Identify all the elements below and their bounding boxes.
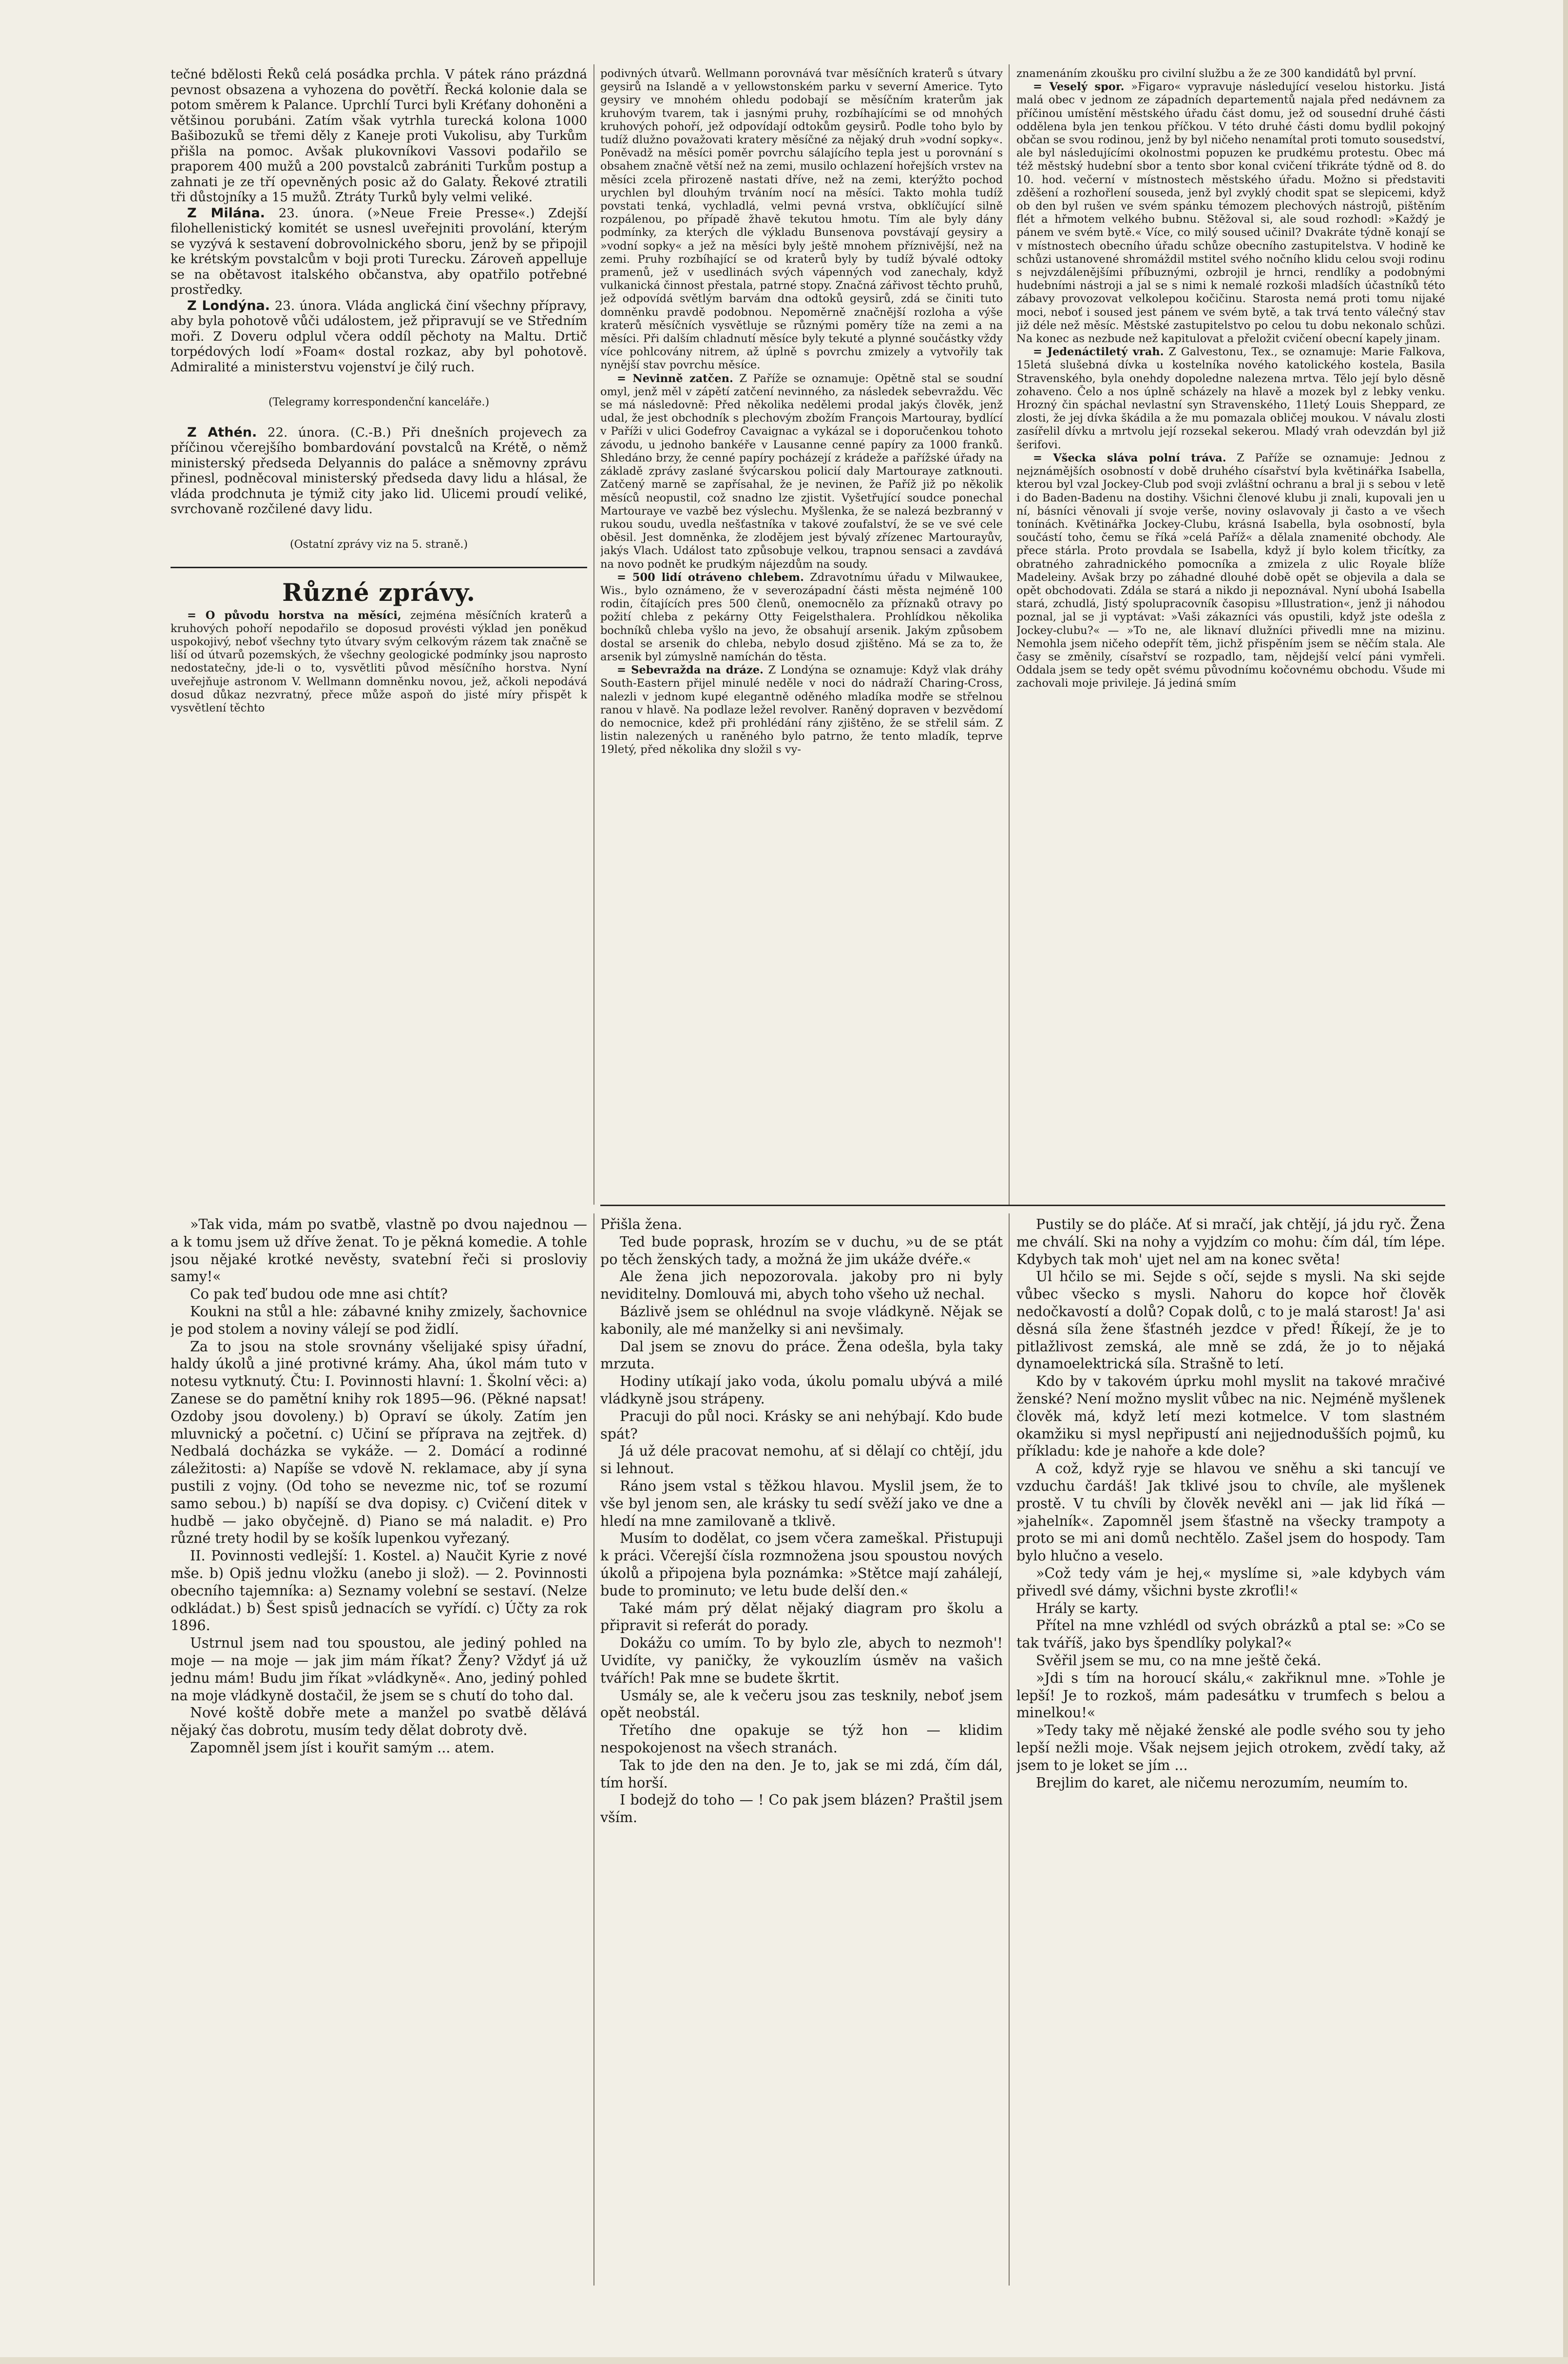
article-paragraph — [171, 206, 587, 298]
article-heading: Z Londýna. — [187, 298, 270, 313]
story-paragraph: »Jdi s tím na horoucí skálu,« zakřiknul mne. »Tohle je lepší! Je to rozkoš, mám padesátku v trumfech s belou a minelkou!« — [1016, 1670, 1445, 1721]
article-paragraph — [1016, 452, 1445, 691]
article-paragraph — [600, 372, 1003, 571]
story-paragraph: Hodiny utíkají jako voda, úkolu pomalu ubývá a milé vládkyně jsou strápeny. — [600, 1373, 1003, 1407]
article-paragraph — [600, 664, 1003, 756]
story-paragraph: Ul hčilo se mi. Sejde s očí, sejde s mysli. Na ski sejde vůbec všecko s mysli. Nahoru do kopce hoř člověk nedočkavostí a dolů? Copak dolů, c to je malá starost! Ja' asi děsná síla žene šťastnéh jezdce v před! Říkejí, že je to pitlažlivost zemská, ale mně se zdá, že jo to nějaká dynamoelektrická síla. Strašně to letí. — [1016, 1268, 1445, 1372]
story-paragraph: Bázlivě jsem se ohlédnul na svoje vládkyně. Nějak se kabonily, ale mé manželky si ani nevšimaly. — [600, 1303, 1003, 1337]
article-paragraph — [1016, 346, 1445, 452]
top-column-3 — [1016, 67, 1445, 1203]
story-paragraph: A což, když ryje se hlavou ve sněhu a ski tancují ve vzduchu čardáš! Jak tklivé jsou to chvíle, ale myšlenek prostě. V tu chvíli by člověk nevěkl ani — jak lid říká — »jahelník«. Zapomněl jsem šťastně na všecky trampoty a proto se mi ani domů nechtělo. Zašel jsem do hospody. Tam bylo hlučno a veselo. — [1016, 1461, 1445, 1564]
article-heading: = Všecka sláva polní tráva. — [1033, 451, 1226, 464]
story-paragraph: Ustrnul jsem nad tou spoustou, ale jediný pohled na moje — na moje — jak jim mám říkat? Ženy? Vždyť já už jednu mám! Budu jim říkat »vládkyně«. Ano, jediný pohled na moje vládkyně dostačil, že jsem se s chutí do toho dal. — [171, 1635, 587, 1704]
article-heading: Z Athén. — [187, 424, 257, 440]
story-paragraph: Zapomněl jsem jíst i kouřit samým ... atem. — [190, 1739, 495, 1756]
story-paragraph: Přítel na mne vzhlédl od svých obrázků a ptal se: »Co se tak tváříš, jako bys špendlíky polykal?« — [1016, 1617, 1445, 1652]
article-text: podivných útvarů. Wellmann porovnává tvar měsíčních kraterů s útvary geysirů na Islandě a v yellowstonském parku v severní Americe. Tyto geysiry ve mnohém ohledu podobají se měsíčním kraterům jak kruhovým tvarem, tak i jasnými pruhy, rozbíhajícími se od mnohých kruhových pohoří, jež odpovídají odtokům geysirů. Podle toho bylo by tudíž dlužno považovati kratery měsíčné za nějaký druh »vodní sopky«. Poněvadž na měsíci poměr povrchu sálajícího tepla jest u porovnání s obsahem značně větší než na zemi, musilo ochlazení hořejších vrstev na měsíci zcela přirozeně nastati dříve, než na zemi, kterýžto pochod urychlen byl dlouhým trváním nocí na měsíci. Takto mohla tudíž povstati tenká, vychladlá, velmi pevná vrstva, obklíčující silně rozpálenou, po případě žhavě tekutou hmotu. Tím ale byly dány podmínky, za kterých dle výkladu Bunsenova povstávají geysiry a »vodní sopky« a jež na měsíci byly ještě mnohem příznivější, než na zemi. Pruhy rozbíhající se od kraterů byly by tudíž bývalé odtoky pramenů, jež v usedlinách svých vápenných vod zanechaly, když vulkanická činnost přestala, patrné stopy. Značná zářivost těchto pruhů, jež odpovídá světlým barvám dna odtoků geysirů, zdá se činiti tuto domněnku pravdě podobnou. Nepoměrně značnější rozloha a výše kraterů měsíčních vysvětluje se různými poměry tíže na zemi a na měsíci. Při dalším chladnutí měsíce byly tekuté a plynné součástky vždy více pohlcovány nitrem, až úplně s povrchu zmizely a vytvořily tak nynější stav povrchu měsíce. — [600, 67, 1003, 372]
article-paragraph — [1016, 67, 1445, 80]
article-text: zejména měsíčních kraterů a kruhových pohoří nepodařilo se doposud provésti výklad jen poněkud uspokojivý, neboť všechny tyto útvary svým celkovým rázem tak značně se liší od útvarů pozemských, že všechny geologické podmínky jsou naprosto nedostatečny, jde-li o to, vysvětliti původ měsíčního horstva. Nyní uveřejňuje astronom V. Wellmann domněnku novou, jež, ačkoli nepodává dosud důkaz nezvratný, přece může aspoň do jisté míry přispět k vysvětlení těchto — [171, 609, 587, 714]
section-divider — [171, 567, 587, 568]
article-heading: = Jedenáctiletý vrah. — [1033, 346, 1164, 359]
story-paragraph: Usmály se, ale k večeru jsou zas tesknily, neboť jsem opět neobstál. — [600, 1687, 1003, 1721]
source-note: (Telegramy korrespondenční kanceláře.) — [268, 396, 490, 408]
top-column-2 — [600, 67, 1003, 1203]
story-paragraph: Dokážu co umím. To by bylo zle, abych to nezmoh'! Uvidíte, vy paničky, že vykouzlím úsměv na vašich tvářích! Pak mne se budete škrtit. — [600, 1635, 1003, 1686]
article-text: Zdravotnímu úřadu v Milwaukee, Wis., bylo oznámeno, že v severozápadní části města nejméně 100 rodin, čítajících pres 500 členů, onemocnělo za příznaků otravy po požití chleba z pekárny Otty Feigelsthalera. Prohlídkou několika bochníků chleba vyšlo na jevo, že obsahují arsenik. Jakým způsobem dostal se arsenik do chleba, nebylo dosud zjištěno. Má se za to, že arsenik byl zúmyslně namíchán do těsta. — [600, 571, 1003, 663]
section-title: Různé zprávy. — [282, 578, 476, 607]
article-text: tečné bdělosti Řeků celá posádka prchla. V pátek ráno prázdná pevnost obsazena a vyhozena do povětří. Řecká kolonie dala se potom směrem k Palance. Uprchlí Turci byli Kréťany dohoněni a většinou porubáni. Zatím však vytrhla turecká kolona 1000 Bašibozuků se třemi děly z Kaneje proti Vukolisu, aby Turkům přišla na pomoc. Avšak plukovníkovi Vassovi podařilo se praporem 400 mužů a 200 povstalců zabrániti Turkům postup a zahnati je ze tří opevněných posic až do Galaty. Řekové ztratili tři důstojníky a 15 mužů. Ztráty Turků byly velmi veliké. — [171, 67, 587, 205]
article-text: 23. února. (»Neue Freie Presse«.) Zdejší filohellenistický komitét se usnesl uveřejniti provolání, kterým se vyzývá k sestavení dobrovolnického sboru, jenž by se připojil ke krétským povstalcům v boji proti Turecku. Zároveň appelluje se na obětavost italského občanstva, aby opatřilo potřebné prostředky. — [171, 206, 587, 297]
story-paragraph: Musím to dodělat, co jsem včera zameškal. Přistupuji k práci. Včerejší čísla rozmnožena jsou spoustou nových úkolů a připojena byla poznámka: »Stětce mají zahálejí, bude to prominuto; ve letu bude delší den.« — [600, 1530, 1003, 1599]
article-text: 22. února. (C.-B.) Při dnešních projevech za příčinou včerejšího bombardování povstalců na Krétě, o němž ministerský předseda Delyannis do paláce a sněmovny zprávu přinesl, podněcoval ministerský předseda davy lidu a hlásal, že vláda prodchnuta je týmiž city jako lid. Ulicemi proudí veliké, svrchovaně rozčilené davy lidu. — [171, 425, 587, 517]
article-text: Z Paříže se oznamuje: Opětně stal se soudní omyl, jenž měl v zápětí zatčení nevinného, za následek sebevraždu. Věc se má následovně: Před několika nedělemi prodal jakýs člověk, jenž udal, že jest obchodník s plechovým zbožím François Martouray, bydlící v Paříži v ulici Godefroy Cavaignac a vykázal se i doporučenkou tohoto závodu, u jednoho bankéře v Lausanne cenné papíry za 1000 franků. Shledáno brzy, že cenné papíry pocházejí z krádeže a pařížské úřady na základě zprávy zaslané švýcarskou policií daly Martouraye zatknouti. Zatčený marně se zapřísahal, že je nevinen, že Paříž již po několik měsíců neopustil, což snadno lze zjistit. Vyšetřující soudce ponechal Martouraye ve vazbě bez výslechu. Myšlenka, že se nalezá bezbranný v rukou soudu, uvedla nešťastníka v takové zoufalství, že se ve své cele oběsil. Jest domněnka, že zlodějem jest bývalý zřízenec Martourayův, jakýs Vlach. Událost tato způsobuje velkou, trapnou sensaci a zavdává na novo podnět ke prudkým nájezdům na soudy. — [600, 372, 1003, 571]
story-paragraph: Za to jsou na stole srovnány všelijaké spisy úřadní, haldy úkolů a jiné protivné krámy. Aha, úkol mám tuto v notesu vytknutý. Čtu: I. Povinnosti hlavní: 1. Školní věci: a) Zanese se do pamětní knihy rok 1895—96. (Pěkné napsat! Ozdoby jsou dovoleny.) b) Opraví se úkoly. Zatím jen mluvnický a početní. c) Učiní se příprava na zejtřek. d) Nedbalá docházka se vykáže. — 2. Domácí a rodinné záležitosti: a) Napíše se vdově N. reklamace, aby jí syna pustili z vojny. (Od toho se nevezme nic, toť se rozumí samo sebou.) b) napíší se dva dopisy. c) Cvičení ditek v hudbě — jako obyčejně. d) Piano se má naladit. e) Pro různé trety hodil by se košík lupenkou vyřezaný. — [171, 1338, 587, 1547]
story-paragraph: Hrály se karty. — [1036, 1600, 1139, 1616]
article-text: znamenáním zkoušku pro civilní službu a že ze 300 kandidátů byl první. — [1016, 67, 1416, 80]
story-paragraph: Přišla žena. — [600, 1216, 682, 1232]
column-rule — [593, 1213, 594, 2286]
bottom-column-2 — [600, 1216, 1003, 2278]
story-paragraph: Já už déle pracovat nemohu, ať si dělají co chtějí, jdu si lehnout. — [600, 1443, 1003, 1477]
article-heading: = Sebevražda na dráze. — [617, 664, 764, 677]
story-paragraph: Pustily se do pláče. Ať si mračí, jak chtějí, já jdu ryč. Žena me chválí. Ski na nohy a vyjdzím co mohu: čím dál, tím lépe. Kdybych tak moh' ujet nel am na konec světa! — [1016, 1216, 1445, 1268]
article-paragraph — [600, 571, 1003, 664]
story-paragraph: »Tedy taky mě nějaké ženské ale podle svého sou ty jeho lepší nežli moje. Však nejsem jejich otrokem, zvědí taky, až jsem to je loket se jím ... — [1016, 1722, 1445, 1773]
story-paragraph: Nové koště dobře mete a manžel po svatbě dělává nějaký čas dobrotu, musím tedy dělat dobroty dvě. — [171, 1705, 587, 1739]
article-text: Z Paříže se oznamuje: Jednou z nejznámějších osobností v době druhého císařství byla květinářka Isabella, kterou byl vzal Jockey-Club pod svoji zvláštní ochranu a bral ji s sebou v letě i do Baden-Badenu na dostihy. Všichni členové klubu ji znali, kupovali jen u ní, básníci věnovali jí svoje verše, noviny oslavovaly ji často a ve všech tonínách. Květinářka Jockey-Clubu, krásná Isabella, byla osobností, byla součástí toho, čemu se říká »celá Paříž« a dělala znamenité obchody. Ale přece stárla. Proto provdala se Isabella, když jí bylo kolem třicítky, za obratného zahradnického pomocníka a zmizela z ulic Royale blíže Madeleiny. Avšak brzy po záhadné dlouhé době opět se objevila a dala se opět obchodovati. Zdála se stará a nikdo ji nepoznával. Nyní ubohá Isabella stará, zchudlá, Jistý spolupracovník časopisu »Illustration«, jenž ji náhodou poznal, jal se ji vyptávat: »Vaši zákazníci vás opustili, když jste odešla z Jockey-clubu?« — »To ne, ale liknaví dlužníci přivedli mne na mizinu. Nemohla jsem ničeho odepřít těm, jichž přispěním jsem se něčím stala. Ale časy se změnily, císařství se rozpadlo, tam, nějdejší velcí páni vymřeli. Oddala jsem se tedy opět svému původnímu kočovnému obchodu. Všude mi zachovali moje privileje. Já jediná smím — [1016, 451, 1445, 690]
story-paragraph: »Tak vida, mám po svatbě, vlastně po dvou najednou — a k tomu jsem už dříve ženat. To je pěkná komedie. A tohle jsou nějaké krotké nevěsty, svatební řeči si prosloviy samy!« — [171, 1216, 587, 1285]
story-paragraph: Dal jsem se znovu do práce. Žena odešla, byla taky mrzuta. — [600, 1338, 1003, 1372]
page-edge — [1563, 0, 1568, 2364]
article-text: Z Londýna se oznamuje: Když vlak dráhy South-Eastern přijel minulé neděle v noci do nádraží Charing-Cross, nalezli v jednom kupé elegantně oděného mladíka modře se střelnou ranou v hlavě. Na podlaze ležel revolver. Raněný dopraven v bezvědomí do nemocnice, kdež při prohlédání rány zjištěno, že se střelil sám. Z listin nalezených u raněného bylo patrno, že tento mladík, teprve 19letý, před několika dny složil s vy- — [600, 664, 1003, 756]
story-paragraph: Také mám prý dělat nějaký diagram pro školu a připravit si referát do porady. — [600, 1600, 1003, 1634]
source-note: (Ostatní zprávy viz na 5. straně.) — [290, 538, 468, 551]
section-divider — [600, 1205, 1445, 1206]
article-heading: = O původu horstva na měsíci, — [187, 609, 402, 622]
story-paragraph: »Což tedy vám je hej,« myslíme si, »ale kdybych vám přivedl své dámy, všichni byste zkroťli!« — [1016, 1565, 1445, 1599]
article-paragraph — [171, 609, 587, 715]
article-paragraph — [171, 425, 587, 518]
story-paragraph: Ted bude poprask, hrozím se v duchu, »u de se ptát po těch ženských tady, a možná že jim ukáže dvéře.« — [600, 1233, 1003, 1268]
story-paragraph: Svěřil jsem se mu, co na mne ještě čeká. — [1036, 1652, 1321, 1669]
article-heading: Z Milána. — [187, 205, 265, 221]
article-heading: = Nevinně zatčen. — [617, 372, 733, 385]
story-paragraph: Brejlim do karet, ale ničemu nerozumím, neumím to. — [1036, 1774, 1408, 1791]
story-paragraph: Kdo by v takovém úprku mohl myslit na takové mračivé ženské? Není možno myslit vůbec na nic. Nejméně myšlenek člověk má, když letí mezi kotmelce. V tom slastném okamžiku si mysl nepřipustí ani nejjednodušších pojmů, ku příkladu: kde je nahoře a kde dole? — [1016, 1373, 1445, 1460]
article-text: 23. února. Vláda anglická činí všechny přípravy, aby byla pohotově vůči událostem, jež připravují se ve Středním moři. Z Doveru odplul včera oddíl pěchoty na Maltu. Drtič torpédových lodí »Foam« dostal rozkaz, aby byl pohotově. Admiralité a ministerstvu vojenství je čilý ruch. — [171, 298, 587, 375]
story-paragraph: Ale žena jich nepozorovala. jakoby pro ni byly neviditelny. Domlouvá mi, abych toho všeho už nechal. — [600, 1268, 1003, 1303]
article-paragraph — [600, 67, 1003, 372]
bottom-column-3 — [1016, 1216, 1445, 2278]
column-rule — [1009, 64, 1010, 1205]
story-paragraph: Co pak teď budou ode mne asi chtít? — [190, 1286, 448, 1303]
column-rule — [593, 64, 594, 1205]
article-heading: = 500 lidí otráveno chlebem. — [617, 571, 804, 584]
story-paragraph: II. Povinnosti vedlejší: 1. Kostel. a) Naučit Kyrie z nové mše. b) Opiš jednu vložku (anebo ji slož). — 2. Povinnosti obecního tajemníka: a) Seznamy volební se sestaví. (Nelze odkládat.) b) Šest spisů jednacích se vyřídí. c) Účty za rok 1896. — [171, 1548, 587, 1634]
story-paragraph: Třetího dne opakuje se týž hon — klidim nespokojenost na všech stranách. — [600, 1722, 1003, 1756]
article-text: »Figaro« vypravuje následující veselou historku. Jistá malá obec v jednom ze západních departementů najala před nedávnem za příčinou umístění městského úřadu část domu, jež od sousední druhé části oddělena byla jen tenkou příčkou. V této druhé části domu bydlil pokojný občan se svou rodinou, jenž by byl ničeho nenamítal proti tomuto sousedství, ale byl následujícími okolnostmi popuzen ke prudkému protestu. Obec má též městský hudební sbor a tento sbor konal cvičení třikráte týdně od 8. do 10. hod. večerní v místnostech městského úřadu. Možno si představiti zděšení a rozhořlení souseda, jenž byl zvyklý chodit spat se slepicemi, když ob den byl rušen ve svém spánku témozem plechových nástrojů, pištěním flét a hřmotem velkého bubnu. Stěžoval si, ale soud rozhodl: »Každý je pánem ve svém bytě.« Více, co milý soused učinil? Dvakráte týdně konají se v místnostech obecního úřadu schůze obecního zastupitelstva. V hodině ke schůzi ustanovené shromáždil mstitel svého nočního klidu celou svoji rodinu s nejvzdálenějšími příbuznými, ozbrojil je hrnci, rendlíky a podobnými hudebními nástroji a jal se s nimi k nemalé rozkoši mladších účastníků této zábavy provozovat velkolepou kočičinu. Starosta nemá proti tomu nijaké moci, neboť i soused jest pánem ve svém bytě, a tak trvá tento válečný stav již déle než měsíc. Městské zastupitelstvo po celou tu dobu nekonalo schůzi. Na konec as nezbude než kapitulovat a přeložit cvičení obecní kapely jinam. — [1016, 80, 1445, 346]
story-paragraph: Tak to jde den na den. Je to, jak se mi zdá, čím dál, tím horší. — [600, 1757, 1003, 1791]
top-column-1 — [171, 67, 587, 1203]
story-paragraph: Pracuji do půl noci. Krásky se ani nehýbají. Kdo bude spát? — [600, 1408, 1003, 1442]
story-paragraph: Koukni na stůl a hle: zábavné knihy zmizely, šachovnice je pod stolem a noviny válejí se pod židlí. — [171, 1303, 587, 1337]
article-paragraph — [171, 67, 587, 206]
story-paragraph: I bodejž do toho — ! Co pak jsem blázen? Praštil jsem vším. — [600, 1792, 1003, 1826]
page-edge-bottom — [0, 2357, 1568, 2364]
article-paragraph — [1016, 80, 1445, 346]
article-heading: = Veselý spor. — [1033, 80, 1125, 94]
story-paragraph: Ráno jsem vstal s těžkou hlavou. Myslil jsem, že to vše byl jenom sen, ale krásky tu sedí svěží jako ve dne a hledí na mne zamilovaně a tklivě. — [600, 1478, 1003, 1529]
article-paragraph — [171, 298, 587, 376]
column-rule — [1009, 1213, 1010, 2286]
article-text: Z Galvestonu, Tex., se oznamuje: Marie Falkova, 15letá slušebná dívka u kostelníka nového katolického kostela, Basila Stravenského, byla onehdy dopoledne nalezena mrtva. Tělo její bylo děsně zohaveno. Čelo a nos úplně scházely na hlavě a mozek byl z lebky venku. Hrozný čin spáchal nevlastní syn Stravenského, 11letý Louis Sheppard, ze zlosti, že jej dívka škádila a že mu pomazala obličej moukou. V návalu zlosti zasířelil dívku a mrtvolu její rozsekal sekerou. Mladý vrah odevzdán byl již šerifovi. — [1016, 346, 1445, 451]
bottom-column-1 — [171, 1216, 587, 2278]
